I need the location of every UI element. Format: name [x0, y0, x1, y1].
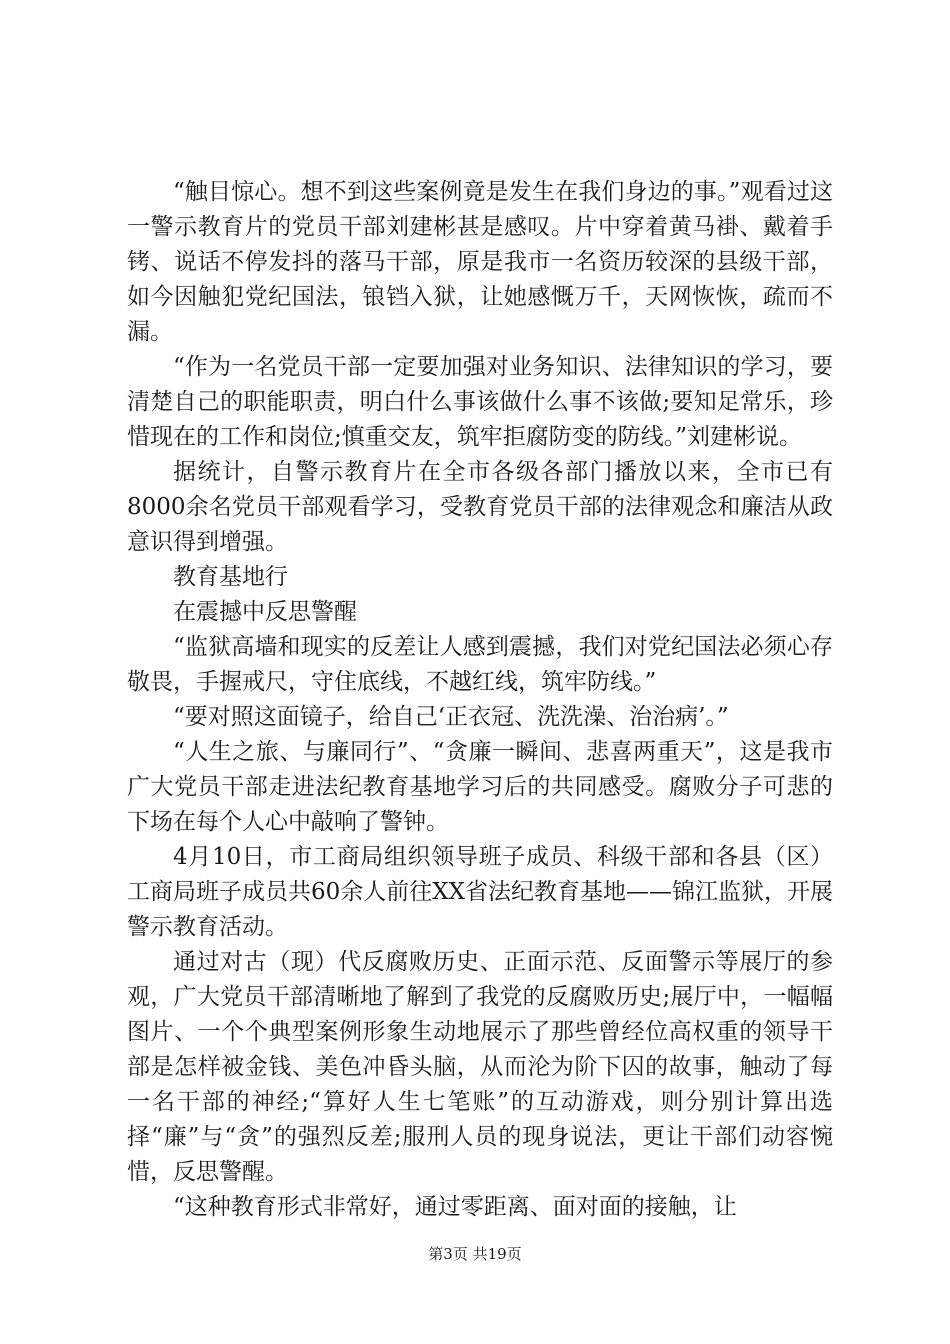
document-body — [127, 175, 833, 1225]
page-number-footer: 第3页 共19页 — [428, 1245, 522, 1263]
paragraph-8: 通过对古（现）代反腐败历史、正面示范、反面警示等展厅的参观，广大党员干部清晰地了解到了我党的反腐败历史;展厅中，一幅幅图片、一个个典型案例形象生动地展示了那些曾经位高权重的领导干部是怎样被金钱、美色冲昏头脑，从而沦为阶下囚的故事，触动了每一名干部的神经;“算好人生七笔账”的互动游戏，则分别计算出选择“廉”与“贪”的强烈反差;服刑人员的现身说法，更让干部们动容惋惜，反思警醒。 — [127, 949, 833, 1185]
paragraph-3: 据统计，自警示教育片在全市各级各部门播放以来，全市已有8000余名党员干部观看学习，受教育党员干部的法律观念和廉洁从政意识得到增强。 — [127, 459, 833, 555]
paragraph-1: “触目惊心。想不到这些案例竟是发生在我们身边的事。”观看过这一警示教育片的党员干部刘建彬甚是感叹。片中穿着黄马褂、戴着手铐、说话不停发抖的落马干部，原是我市一名资历较深的县级干部，如今因触犯党纪国法，锒铛入狱，让她感慨万千，天网恢恢，疏而不漏。 — [127, 179, 833, 345]
section-heading: 教育基地行 — [173, 564, 288, 590]
paragraph-4: “监狱高墙和现实的反差让人感到震撼，我们对党纪国法必须心存敬畏，手握戒尺，守住底线，不越红线，筑牢防线。” — [127, 634, 833, 695]
paragraph-6: “人生之旅、与廉同行”、“贪廉一瞬间、悲喜两重天”，这是我市广大党员干部走进法纪教育基地学习后的共同感受。腐败分子可悲的下场在每个人心中敲响了警钟。 — [127, 739, 833, 835]
paragraph-2: “作为一名党员干部一定要加强对业务知识、法律知识的学习，要清楚自己的职能职责，明白什么事该做什么事不该做;要知足常乐，珍惜现在的工作和岗位;慎重交友，筑牢拒腐防变的防线。”刘建彬说。 — [127, 354, 833, 450]
section-subheading: 在震撼中反思警醒 — [173, 599, 357, 625]
paragraph-7: 4月10日，市工商局组织领导班子成员、科级干部和各县（区）工商局班子成员共60余人前往XX省法纪教育基地——锦江监狱，开展警示教育活动。 — [127, 844, 834, 940]
paragraph-9: “这种教育形式非常好，通过零距离、面对面的接触，让 — [173, 1194, 737, 1220]
paragraph-5: “要对照这面镜子，给自己‘正衣冠、洗洗澡、治治病’。” — [173, 704, 729, 730]
